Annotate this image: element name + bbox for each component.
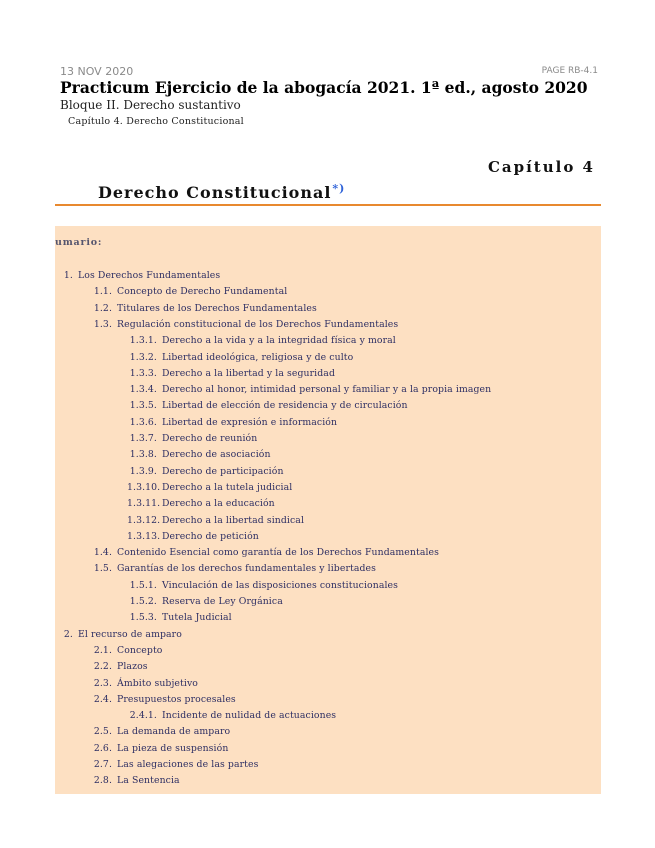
toc-item-number: 1.5.1. (129, 579, 157, 591)
toc-item-label: Libertad de elección de residencia y de circulación (162, 400, 408, 412)
breadcrumb-capitulo: Capítulo 4. Derecho Constitucional (68, 116, 244, 127)
toc-item[interactable] (90, 661, 148, 672)
print-date: 13 NOV 2020 (60, 65, 134, 78)
toc-item-number: 1.3.7. (129, 433, 157, 444)
toc-item-label: Libertad de expresión e información (162, 416, 338, 428)
toc-item-label: Reserva de Ley Orgánica (162, 596, 283, 607)
toc-item-number: 2.4. (93, 693, 112, 705)
toc-item[interactable] (127, 710, 336, 721)
toc-item-number: 1.5.2. (129, 596, 157, 607)
toc-item[interactable] (90, 286, 287, 297)
toc-item-label: Derecho de asociación (162, 449, 271, 461)
toc-item[interactable] (90, 726, 230, 737)
chapter-divider (55, 204, 601, 206)
toc-item-label: Incidente de nulidad de actuaciones (162, 710, 337, 722)
chapter-title (98, 183, 345, 202)
toc-item-number: 1.2. (93, 302, 112, 314)
toc-item-label: La demanda de amparo (117, 726, 231, 738)
toc-item[interactable] (127, 368, 335, 379)
page-reference: PAGE RB-4.1 (541, 66, 598, 76)
summary-label: umario: (55, 237, 103, 248)
toc-item[interactable] (90, 694, 236, 705)
toc-item-number: 1.3.2. (129, 351, 157, 363)
toc-item[interactable] (127, 466, 284, 477)
toc-item-number: 1.5.3. (129, 612, 157, 624)
breadcrumb-bloque: Bloque II. Derecho sustantivo (60, 98, 241, 112)
toc-item[interactable] (63, 629, 182, 640)
toc-item-label: Derecho a la libertad y la seguridad (162, 367, 336, 379)
toc-item-label: Derecho de participación (162, 465, 284, 477)
toc-item-number: 1.4. (93, 547, 112, 559)
chapter-title-text: Derecho Constitucional (98, 183, 332, 202)
toc-item-number: 1.3. (93, 318, 112, 330)
toc-item-label: Tutela Judicial (162, 612, 232, 624)
toc-item-label: Concepto de Derecho Fundamental (117, 286, 288, 298)
toc-item-number: 2. (63, 628, 73, 640)
toc-item-number: 2.5. (93, 726, 112, 738)
toc-item[interactable] (90, 759, 258, 770)
toc-item-label: Derecho de reunión (162, 433, 258, 444)
footnote-link[interactable]: *) (332, 181, 346, 195)
toc-item[interactable] (127, 612, 232, 623)
toc-item[interactable] (63, 270, 220, 281)
toc-item-label: Contenido Esencial como garantía de los Derechos Fundamentales (117, 547, 440, 559)
toc-item-number: 1.5. (93, 563, 112, 575)
toc-item-label: Concepto (117, 644, 163, 656)
chapter-number: Capítulo 4 (487, 158, 595, 176)
toc-item[interactable] (127, 449, 271, 460)
toc-item-label: La pieza de suspensión (117, 742, 229, 754)
toc-item-label: Regulación constitucional de los Derechos Fundamentales (117, 318, 399, 330)
toc-item-number: 2.3. (93, 677, 112, 689)
toc-item-number: 2.4.1. (129, 710, 157, 722)
toc-item[interactable] (127, 433, 257, 444)
toc-item[interactable] (90, 319, 398, 330)
toc-item-number: 2.7. (93, 759, 112, 770)
toc-item-label: Titulares de los Derechos Fundamentales (117, 302, 317, 314)
toc-item-number: 2.1. (93, 644, 112, 656)
summary-box (55, 226, 601, 794)
toc-item[interactable] (127, 400, 408, 411)
toc-item-label: Garantías de los derechos fundamentales y libertades (117, 563, 376, 575)
toc-item-number: 1.3.3. (129, 367, 157, 379)
toc-item-label: Ámbito subjetivo (117, 677, 198, 689)
toc-item-label: Derecho a la educación (162, 498, 275, 510)
toc-item-number: 1.3.13. (127, 530, 161, 542)
toc-item-number: 1.3.10. (127, 481, 161, 493)
toc-item-number: 1.3.12. (127, 514, 161, 526)
toc-item-label: Derecho de petición (162, 530, 259, 542)
document-title: Practicum Ejercicio de la abogacía 2021. 1ª ed., agosto 2020 (60, 78, 588, 97)
toc-item-number: 1. (63, 270, 73, 281)
toc-item[interactable] (127, 352, 353, 363)
toc-item-label: Vinculación de las disposiciones constitucionales (162, 579, 399, 591)
toc-item-number: 1.3.11. (127, 498, 161, 510)
toc-item[interactable] (127, 498, 275, 509)
toc-item-number: 2.8. (93, 775, 112, 787)
toc-item[interactable] (127, 335, 396, 346)
toc-item[interactable] (90, 547, 439, 558)
toc-item-label: Derecho a la libertad sindical (162, 514, 305, 526)
toc-item[interactable] (127, 384, 491, 395)
toc-item-label: Las alegaciones de las partes (117, 759, 259, 770)
toc-item-label: Plazos (117, 661, 148, 673)
toc-item[interactable] (90, 563, 376, 574)
toc-item-number: 1.3.5. (129, 400, 157, 412)
toc-item[interactable] (90, 678, 198, 689)
toc-item-number: 1.3.4. (129, 384, 157, 396)
toc-item[interactable] (90, 303, 317, 314)
toc-item[interactable] (127, 482, 292, 493)
toc-item[interactable] (127, 596, 283, 607)
toc-item-label: Derecho a la tutela judicial (162, 481, 293, 493)
toc-item[interactable] (127, 417, 337, 428)
toc-item-number: 2.2. (93, 661, 112, 673)
toc-item-number: 1.3.1. (129, 335, 157, 347)
toc-item-label: Libertad ideológica, religiosa y de culto (162, 351, 354, 363)
toc-item-number: 2.6. (93, 742, 112, 754)
toc-item[interactable] (90, 775, 180, 786)
toc-item[interactable] (90, 743, 228, 754)
toc-item-label: Derecho al honor, intimidad personal y familiar y a la propia imagen (162, 384, 492, 396)
toc-item[interactable] (127, 515, 304, 526)
toc-item-label: La Sentencia (117, 775, 180, 787)
toc-item[interactable] (127, 580, 398, 591)
toc-item-label: Los Derechos Fundamentales (78, 270, 221, 281)
toc-item-number: 1.3.6. (129, 416, 157, 428)
toc-item-label: El recurso de amparo (78, 628, 182, 640)
toc-item-label: Derecho a la vida y a la integridad física y moral (162, 335, 396, 347)
toc-item-number: 1.1. (93, 286, 112, 298)
toc-item[interactable] (90, 645, 163, 656)
toc-item-label: Presupuestos procesales (117, 693, 236, 705)
toc-item-number: 1.3.9. (129, 465, 157, 477)
toc-item-number: 1.3.8. (129, 449, 157, 461)
toc-item[interactable] (127, 531, 259, 542)
